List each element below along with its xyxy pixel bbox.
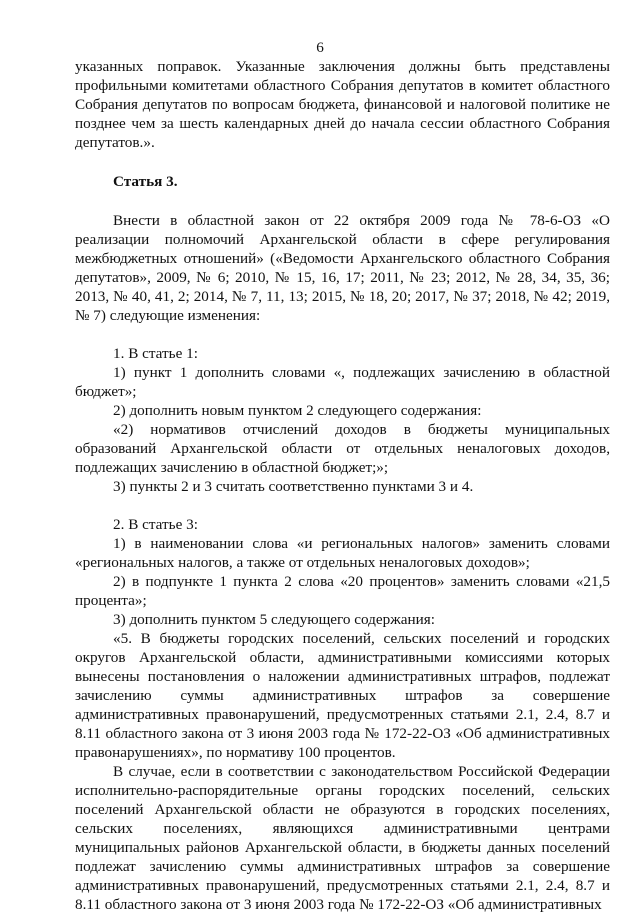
- article-heading: Статья 3.: [113, 173, 178, 190]
- section2-item: 1) в наименовании слова «и региональных налогов» заменить словами «региональных налогов, а также от отдельных неналоговых доходов»;: [75, 535, 610, 571]
- section1-item: «2) нормативов отчислений доходов в бюджеты муниципальных образований Архангельской области от отдельных неналоговых доходов, подлежащих зачислению в областной бюджет;»;: [75, 421, 610, 476]
- page-number: 6: [316, 39, 324, 56]
- article-intro: Внести в областной закон от 22 октября 2009 года № 78-6-ОЗ «О реализации полномочий Архангельской области в сфере регулирования межбюджетных отношений» («Ведомости Архангельского областного Собрания депутатов», 2009, № 6; 2010, № 15, 16, 17; 2011, № 23; 2012, № 28, 34, 35, 36; 2013, № 40, 41, 2; 2014, № 7, 11, 13; 2015, № 18, 20; 2017, № 37; 2018, № 42; 2019, № 7) следующие изменения:: [75, 212, 610, 324]
- section1-title: 1. В статье 1:: [113, 345, 198, 362]
- section1-item: 2) дополнить новым пунктом 2 следующего содержания:: [113, 402, 482, 419]
- intro-paragraph: указанных поправок. Указанные заключения должны быть представлены профильными комитетами областного Собрания депутатов в комитет областного Собрания депутатов по вопросам бюджета, финансовой и налоговой политике не позднее чем за шесть календарных дней до начала сессии областного Собрания депутатов.».: [75, 58, 610, 151]
- section2-item: 2) в подпункте 1 пункта 2 слова «20 процентов» заменить словами «21,5 процента»;: [75, 573, 610, 609]
- section2-item: «5. В бюджеты городских поселений, сельских поселений и городских округов Архангельской области, административными комиссиями которых вынесены постановления о наложении административных штрафов, подлежат зачислению суммы административных штрафов за совершение административных правонарушений, предусмотренных статьями 2.1, 2.4, 8.7 и 8.11 областного закона от 3 июня 2003 года № 172-22-ОЗ «Об административных правонарушениях», по нормативу 100 процентов.: [75, 630, 610, 761]
- section2-item: В случае, если в соответствии с законодательством Российской Федерации исполнительно-распорядительные органы городских поселений, сельских поселений Архангельской области не образуются в городских поселениях, сельских поселениях, являющихся административными центрами муниципальных районов Архангельской области, в бюджеты данных поселений подлежат зачислению суммы административных штрафов за совершение административных правонарушений, предусмотренных статьями 2.1, 2.4, 8.7 и 8.11 областного закона от 3 июня 2003 года № 172-22-ОЗ «Об административных: [75, 763, 610, 913]
- section1-item: 3) пункты 2 и 3 считать соответственно пунктами 3 и 4.: [113, 478, 474, 495]
- section2-title: 2. В статье 3:: [113, 516, 198, 533]
- section1-item: 1) пункт 1 дополнить словами «, подлежащих зачислению в областной бюджет»;: [75, 364, 610, 400]
- section2-item: 3) дополнить пунктом 5 следующего содержания:: [113, 611, 435, 628]
- document-body: [75, 57, 610, 914]
